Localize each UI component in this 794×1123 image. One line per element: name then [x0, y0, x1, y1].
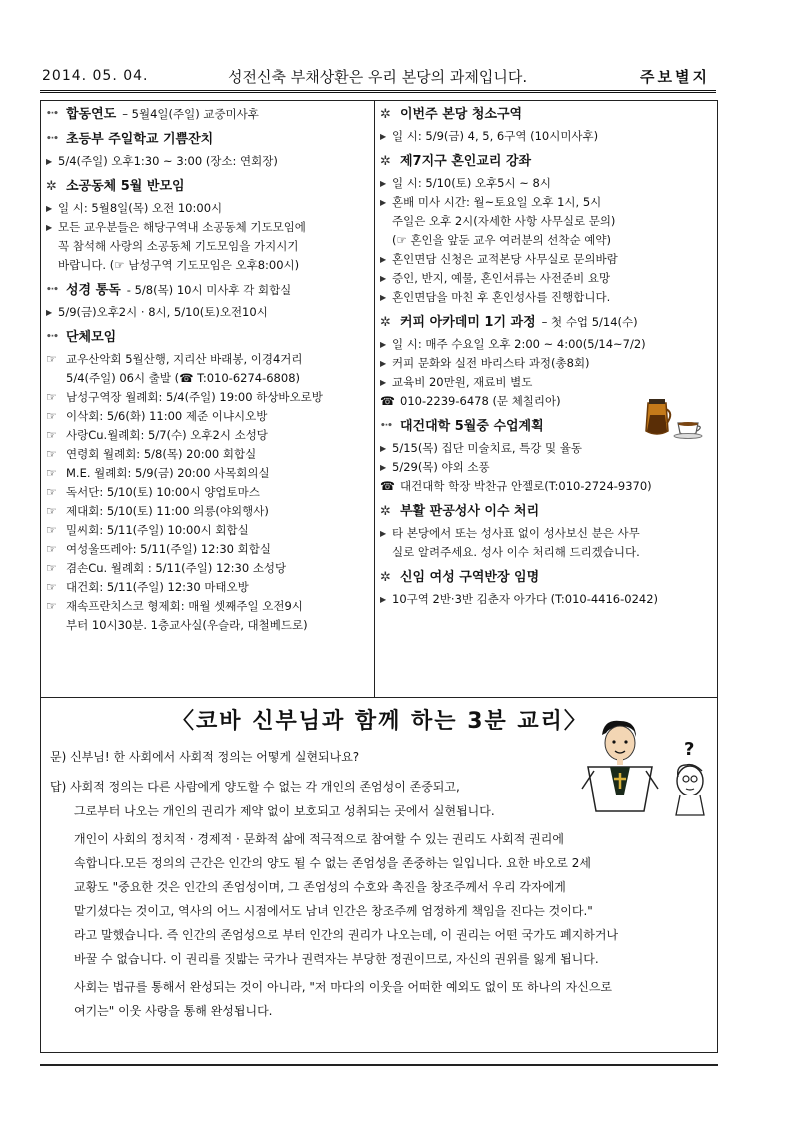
- notice-line: 일 시: 매주 수요일 오후 2:00 ~ 4:00(5/14~7/2): [392, 337, 646, 351]
- arrow-icon: ▶: [380, 293, 387, 302]
- notice-title: 이번주 본당 청소구역: [400, 107, 523, 122]
- group-item: 이삭회: 5/6(화) 11:00 제준 이냐시오방: [66, 409, 268, 423]
- group-item-sub: 5/4(주일) 06시 출발 (☎ T:010-6274-6808): [66, 371, 300, 385]
- arrow-icon: ▶: [380, 340, 387, 349]
- notice-title: 커피 아카데미 1기 과정: [400, 315, 536, 330]
- notice-community-meeting: [46, 177, 368, 275]
- paragraph-line: 여기는" 이웃 사랑을 통해 완성됩니다.: [74, 1004, 273, 1018]
- notice-group-meetings: [46, 328, 368, 635]
- notice-line: 5/9(금)오후2시 · 8시, 5/10(토)오전10시: [58, 305, 268, 319]
- group-item: 대건회: 5/11(주일) 12:30 마태오방: [66, 580, 249, 594]
- hand-pointer-icon: ☞: [46, 523, 57, 537]
- parish-motto: 성전신축 부채상환은 우리 본당의 과제입니다.: [228, 68, 528, 86]
- notice-title: 신임 여성 구역반장 임명: [400, 570, 540, 585]
- notice-line: 증인, 반지, 예물, 혼인서류는 사전준비 요망: [392, 271, 611, 285]
- phone-icon: ☎: [380, 394, 395, 408]
- arrow-icon: ▶: [46, 204, 53, 213]
- group-item: 사랑Cu.월례회: 5/7(수) 오후2시 소성당: [66, 428, 268, 442]
- notice-title: 대건대학 5월중 수업계획: [400, 419, 544, 434]
- notice-title: 합동연도: [66, 107, 117, 122]
- star-icon: ✲: [380, 107, 391, 122]
- paragraph-line: 맡기셨다는 것이고, 역사의 어느 시점에서도 남녀 인간은 창조주께 엄정하게 책임을 진다는 것이다.": [74, 904, 593, 918]
- arrow-icon: ▶: [380, 132, 387, 141]
- arrow-icon: ▶: [380, 378, 387, 387]
- star-icon: ✲: [380, 315, 391, 330]
- arrow-icon: ▶: [380, 359, 387, 368]
- notice-detail: - 5/8(목) 10시 미사후 각 회합실: [126, 283, 292, 297]
- arrow-icon: ▶: [380, 198, 387, 207]
- notice-new-leader: [380, 568, 712, 609]
- bulletin-date: 2014. 05. 04.: [42, 68, 149, 84]
- catechism-question: 문) 신부님! 한 사회에서 사회적 정의는 어떻게 실현되나요?: [50, 750, 360, 764]
- notice-cleaning: [380, 105, 712, 146]
- notice-detail: – 첫 수업 5/14(수): [541, 315, 638, 329]
- notice-line: 모든 교우분들은 해당구역내 소공동체 기도모임에: [58, 220, 306, 234]
- coffee-illustration: [640, 395, 706, 441]
- arrow-icon: ▶: [46, 157, 53, 166]
- notice-title: 부활 판공성사 이수 처리: [400, 504, 540, 519]
- notice-line: (☞ 혼인을 앞둔 교우 여러분의 선착순 예약): [392, 233, 611, 247]
- notice-line: 실로 알려주세요. 성사 이수 처리해 드리겠습니다.: [392, 545, 640, 559]
- bulletin-name: 주보별지: [640, 68, 710, 86]
- paragraph-line: 교황도 "중요한 것은 인간의 존엄성이며, 그 존엄성의 수호와 촉진을 창조주께서 우리 각자에게: [74, 880, 566, 894]
- bullet-icon: •·•: [46, 285, 58, 295]
- notice-line: 5/29(목) 야외 소풍: [392, 460, 490, 474]
- right-column: [380, 103, 712, 615]
- notice-title: 초등부 주일학교 기쁨잔치: [66, 132, 214, 147]
- arrow-icon: ▶: [380, 274, 387, 283]
- column-divider: [374, 100, 375, 697]
- arrow-icon: ▶: [380, 444, 387, 453]
- arrow-icon: ▶: [380, 179, 387, 188]
- notice-line: 5/15(목) 집단 미술치료, 특강 및 율동: [392, 441, 583, 455]
- notice-memorial-mass: [46, 105, 368, 124]
- hand-pointer-icon: ☞: [46, 428, 57, 442]
- hand-pointer-icon: ☞: [46, 352, 57, 366]
- hand-pointer-icon: ☞: [46, 580, 57, 594]
- notice-line: 바랍니다. (☞ 남성구역 기도모임은 오후8:00시): [58, 258, 300, 272]
- arrow-icon: ▶: [380, 595, 387, 604]
- catechism-paragraph: [50, 975, 710, 1023]
- notice-line: 주일은 오후 2시(자세한 사항 사무실로 문의): [392, 214, 616, 228]
- notice-line: 일 시: 5월8일(목) 오전 10:00시: [58, 201, 223, 215]
- notice-line: 5/4(주일) 오후1:30 ~ 3:00 (장소: 연회장): [58, 154, 278, 168]
- question-mark: ?: [684, 739, 695, 760]
- notice-line: 혼인면담을 마친 후 혼인성사를 진행합니다.: [392, 290, 611, 304]
- notice-line: 혼인면담 신청은 교적본당 사무실로 문의바람: [392, 252, 618, 266]
- hand-pointer-icon: ☞: [46, 599, 57, 613]
- hand-pointer-icon: ☞: [46, 561, 57, 575]
- footer-rule: [40, 1064, 718, 1066]
- star-icon: ✲: [380, 570, 391, 585]
- group-item: 독서단: 5/10(토) 10:00시 양업토마스: [66, 485, 260, 499]
- group-item-sub: 부터 10시30분. 1층교사실(우슬라, 대철베드로): [66, 618, 308, 632]
- notice-easter-confession: [380, 502, 712, 562]
- group-item: 밀씨회: 5/11(주일) 10:00시 회합실: [66, 523, 249, 537]
- catechism-title: 〈코바 신부님과 함께 하는 3분 교리〉: [172, 709, 588, 734]
- notice-title: 성경 통독: [66, 283, 121, 298]
- catechism-answer-line: 답) 사회적 정의는 다른 사람에게 양도할 수 없는 각 개인의 존엄성이 존중되고,: [50, 780, 460, 794]
- arrow-icon: ▶: [380, 255, 387, 264]
- hand-pointer-icon: ☞: [46, 504, 57, 518]
- notice-line: 타 본당에서 또는 성사표 없이 성사보신 분은 사무: [392, 526, 640, 540]
- arrow-icon: ▶: [46, 308, 53, 317]
- notice-line: 10구역 2반·3반 김춘자 아가다 (T:010-4416-0242): [392, 592, 659, 606]
- group-item: 재속프란치스코 형제회: 매월 셋째주일 오전9시: [66, 599, 303, 613]
- paragraph-line: 바꿀 수 없습니다. 이 권리를 짓밟는 국가나 권력자는 부당한 정권이므로, 자신의 권위를 잃게 됩니다.: [74, 952, 599, 966]
- hand-pointer-icon: ☞: [46, 485, 57, 499]
- bullet-icon: •·•: [46, 332, 58, 342]
- section-divider: [40, 697, 718, 698]
- notice-sunday-school: [46, 130, 368, 171]
- paragraph-line: 사회는 법규를 통해서 완성되는 것이 아니라, "저 마다의 이웃을 어떠한 예외도 없이 또 하나의 자신으로: [74, 980, 613, 994]
- hand-pointer-icon: ☞: [46, 390, 57, 404]
- hand-pointer-icon: ☞: [46, 409, 57, 423]
- contact-phone: 010-2239-6478 (문 체칠리아): [400, 394, 561, 408]
- page-header: [40, 64, 716, 93]
- notice-title: 소공동체 5월 반모임: [66, 179, 185, 194]
- notice-line: 커피 문화와 실전 바리스타 과정(총8회): [392, 356, 590, 370]
- notice-title: 제7지구 혼인교리 강좌: [400, 154, 532, 169]
- group-item: M.E. 월례회: 5/9(금) 20:00 사목회의실: [66, 466, 270, 480]
- notice-line: 혼배 미사 시간: 월~토요일 오후 1시, 5시: [392, 195, 602, 209]
- hand-pointer-icon: ☞: [46, 542, 57, 556]
- group-item: 연령회 월례회: 5/8(목) 20:00 회합실: [66, 447, 257, 461]
- group-item: 겸손Cu. 월례회 : 5/11(주일) 12:30 소성당: [66, 561, 287, 575]
- bullet-icon: •·•: [380, 421, 392, 431]
- group-item: 남성구역장 월례회: 5/4(주일) 19:00 하상바오로방: [66, 390, 323, 404]
- notice-line: 일 시: 5/9(금) 4, 5, 6구역 (10시미사후): [392, 129, 599, 143]
- arrow-icon: ▶: [380, 529, 387, 538]
- notice-line: 꼭 참석해 사랑의 소공동체 기도모임을 가지시기: [58, 239, 299, 253]
- bullet-icon: •·•: [46, 134, 58, 144]
- left-column: [46, 103, 368, 641]
- star-icon: ✲: [380, 154, 391, 169]
- hand-pointer-icon: ☞: [46, 466, 57, 480]
- notice-bible-reading: [46, 281, 368, 322]
- group-item: 제대회: 5/10(토) 11:00 의릉(야외행사): [66, 504, 269, 518]
- arrow-icon: ▶: [46, 223, 53, 232]
- star-icon: ✲: [46, 179, 57, 194]
- arrow-icon: ▶: [380, 463, 387, 472]
- notice-detail: – 5월4일(주일) 교중미사후: [122, 107, 259, 121]
- group-item: 여성울뜨레아: 5/11(주일) 12:30 회합실: [66, 542, 271, 556]
- notice-title: 단체모임: [66, 330, 117, 345]
- paragraph-line: 속합니다.모든 정의의 근간은 인간의 양도 될 수 없는 존엄성을 존중하는 일입니다. 요한 바오로 2세: [74, 856, 591, 870]
- catechism-paragraph: [50, 827, 710, 971]
- catechism-answer-line: 그로부터 나오는 개인의 권리가 제약 없이 보호되고 성취되는 곳에서 실현됩니다.: [74, 804, 495, 818]
- paragraph-line: 라고 말했습니다. 즉 인간의 존엄성으로 부터 인간의 권리가 나오는데, 이 권리는 어떤 국가도 폐지하거나: [74, 928, 619, 942]
- group-item: 교우산악회 5월산행, 지리산 바래봉, 이경4거리: [66, 352, 303, 366]
- notice-line: 교육비 20만원, 재료비 별도: [392, 375, 533, 389]
- notice-line: 일 시: 5/10(토) 오후5시 ~ 8시: [392, 176, 551, 190]
- priest-cartoon-illustration: [580, 715, 715, 825]
- hand-pointer-icon: ☞: [46, 447, 57, 461]
- notice-marriage-class: [380, 152, 712, 307]
- paragraph-line: 개인이 사회의 정치적 · 경제적 · 문화적 삶에 적극적으로 참여할 수 있는 권리도 사회적 권리에: [74, 832, 564, 846]
- contact-phone: 대건대학 학장 박찬규 안젤로(T:010-2724-9370): [400, 479, 652, 493]
- star-icon: ✲: [380, 504, 391, 519]
- phone-icon: ☎: [380, 479, 395, 493]
- bullet-icon: •·•: [46, 109, 58, 119]
